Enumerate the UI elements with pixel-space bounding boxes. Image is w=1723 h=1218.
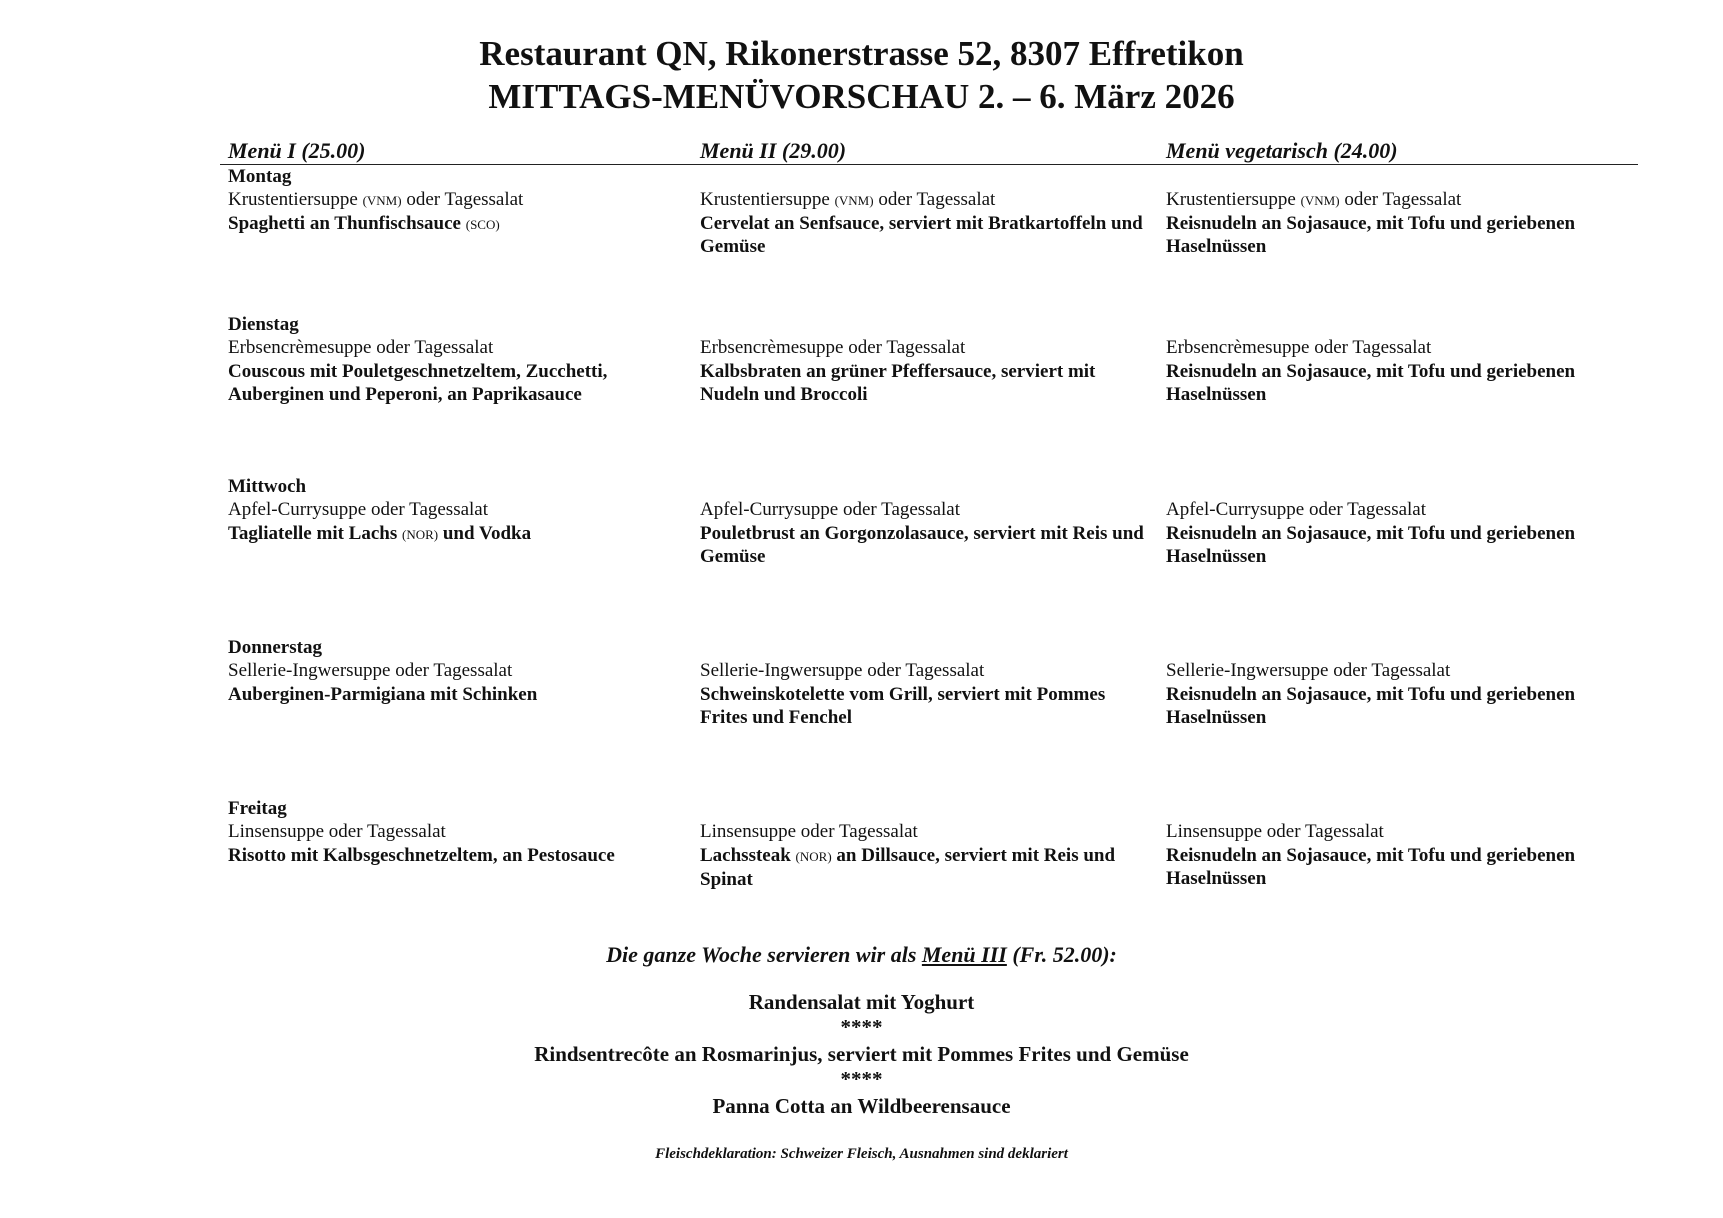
menu-cell	[700, 498, 1152, 569]
main-dish: Reisnudeln an Sojasauce, mit Tofu und geriebenen Haselnüssen	[1166, 213, 1576, 257]
day-name: Donnerstag	[228, 637, 322, 658]
menu-iii-label: Menü III	[921, 942, 1007, 967]
main-dish: Auberginen-Parmigiana mit Schinken	[228, 684, 538, 705]
main-dish: Pouletbrust an Gorgonzolasauce, serviert mit Reis und Gemüse	[700, 523, 1144, 567]
weekly-special-heading: Die ganze Woche servieren wir als Menü III (Fr. 52.00):	[606, 942, 1117, 967]
soup-line: Apfel-Currysuppe oder Tagessalat	[228, 499, 489, 520]
main-dish: Schweinskotelette vom Grill, serviert mit Pommes Frites und Fenchel	[700, 684, 1106, 728]
origin-code: (VNM)	[1300, 193, 1340, 208]
menu-cell	[700, 188, 1152, 259]
soup-line: Apfel-Currysuppe oder Tagessalat	[700, 499, 961, 520]
soup-line: Apfel-Currysuppe oder Tagessalat	[1166, 499, 1427, 520]
menu-preview-title: MITTAGS-MENÜVORSCHAU 2. – 6. März 2026	[488, 77, 1235, 116]
main-dish: Cervelat an Senfsauce, serviert mit Bratkartoffeln und Gemüse	[700, 213, 1143, 257]
menu-cell	[228, 820, 688, 868]
day-name: Montag	[228, 166, 292, 187]
header-divider	[220, 164, 1638, 165]
column-header-menu-2: Menü II (29.00)	[700, 138, 847, 163]
menu-cell	[700, 336, 1152, 407]
soup-line: Krustentiersuppe (VNM) oder Tagessalat	[1166, 189, 1462, 210]
main-dish: Reisnudeln an Sojasauce, mit Tofu und geriebenen Haselnüssen	[1166, 523, 1576, 567]
soup-line: Sellerie-Ingwersuppe oder Tagessalat	[228, 660, 513, 681]
soup-line: Krustentiersuppe (VNM) oder Tagessalat	[700, 189, 996, 210]
menu-cell	[1166, 820, 1626, 891]
menu-cell	[1166, 188, 1626, 259]
menu-cell	[228, 188, 688, 236]
origin-code: (NOR)	[402, 527, 439, 542]
origin-code: (NOR)	[795, 849, 832, 864]
soup-line: Erbsencrèmesuppe oder Tagessalat	[1166, 337, 1432, 358]
soup-line: Sellerie-Ingwersuppe oder Tagessalat	[700, 660, 985, 681]
special-course-dessert: Panna Cotta an Wildbeerensauce	[712, 1094, 1011, 1118]
origin-code: (SCO)	[465, 217, 500, 232]
special-course-starter: Randensalat mit Yoghurt	[748, 990, 975, 1014]
main-dish: Reisnudeln an Sojasauce, mit Tofu und geriebenen Haselnüssen	[1166, 684, 1576, 728]
main-dish: Couscous mit Pouletgeschnetzeltem, Zucchetti, Auberginen und Peperoni, an Paprikasauce	[228, 361, 608, 405]
column-header-vegetarian: Menü vegetarisch (24.00)	[1166, 138, 1398, 163]
main-dish: Spaghetti an Thunfischsauce (SCO)	[228, 213, 500, 234]
soup-line: Linsensuppe oder Tagessalat	[1166, 821, 1384, 842]
main-dish: Risotto mit Kalbsgeschnetzeltem, an Pestosauce	[228, 845, 615, 866]
day-name: Freitag	[228, 798, 287, 819]
course-separator: ****	[840, 1067, 883, 1091]
menu-cell	[700, 820, 1152, 891]
day-name: Dienstag	[228, 314, 299, 335]
origin-code: (VNM)	[362, 193, 402, 208]
soup-line: Erbsencrèmesuppe oder Tagessalat	[700, 337, 966, 358]
soup-line: Krustentiersuppe (VNM) oder Tagessalat	[228, 189, 524, 210]
menu-cell	[228, 659, 688, 707]
menu-cell	[700, 659, 1152, 730]
soup-line: Erbsencrèmesuppe oder Tagessalat	[228, 337, 494, 358]
restaurant-title: Restaurant QN, Rikonerstrasse 52, 8307 Effretikon	[479, 34, 1244, 73]
soup-line: Linsensuppe oder Tagessalat	[700, 821, 918, 842]
column-header-menu-1: Menü I (25.00)	[228, 138, 366, 163]
menu-cell	[1166, 659, 1626, 730]
origin-code: (VNM)	[834, 193, 874, 208]
menu-cell	[228, 336, 688, 407]
main-dish: Lachssteak (NOR) an Dillsauce, serviert mit Reis und Spinat	[700, 845, 1116, 890]
soup-line: Linsensuppe oder Tagessalat	[228, 821, 446, 842]
course-separator: ****	[840, 1015, 883, 1039]
menu-cell	[1166, 336, 1626, 407]
main-dish: Reisnudeln an Sojasauce, mit Tofu und geriebenen Haselnüssen	[1166, 361, 1576, 405]
main-dish: Kalbsbraten an grüner Pfeffersauce, serviert mit Nudeln und Broccoli	[700, 361, 1096, 405]
menu-cell	[1166, 498, 1626, 569]
menu-cell	[228, 498, 688, 546]
main-dish: Tagliatelle mit Lachs (NOR) und Vodka	[228, 523, 532, 544]
soup-line: Sellerie-Ingwersuppe oder Tagessalat	[1166, 660, 1451, 681]
meat-declaration-note: Fleischdeklaration: Schweizer Fleisch, Ausnahmen sind deklariert	[655, 1146, 1068, 1162]
special-course-main: Rindsentrecôte an Rosmarinjus, serviert mit Pommes Frites und Gemüse	[534, 1042, 1189, 1066]
main-dish: Reisnudeln an Sojasauce, mit Tofu und geriebenen Haselnüssen	[1166, 845, 1576, 889]
day-name: Mittwoch	[228, 476, 307, 497]
